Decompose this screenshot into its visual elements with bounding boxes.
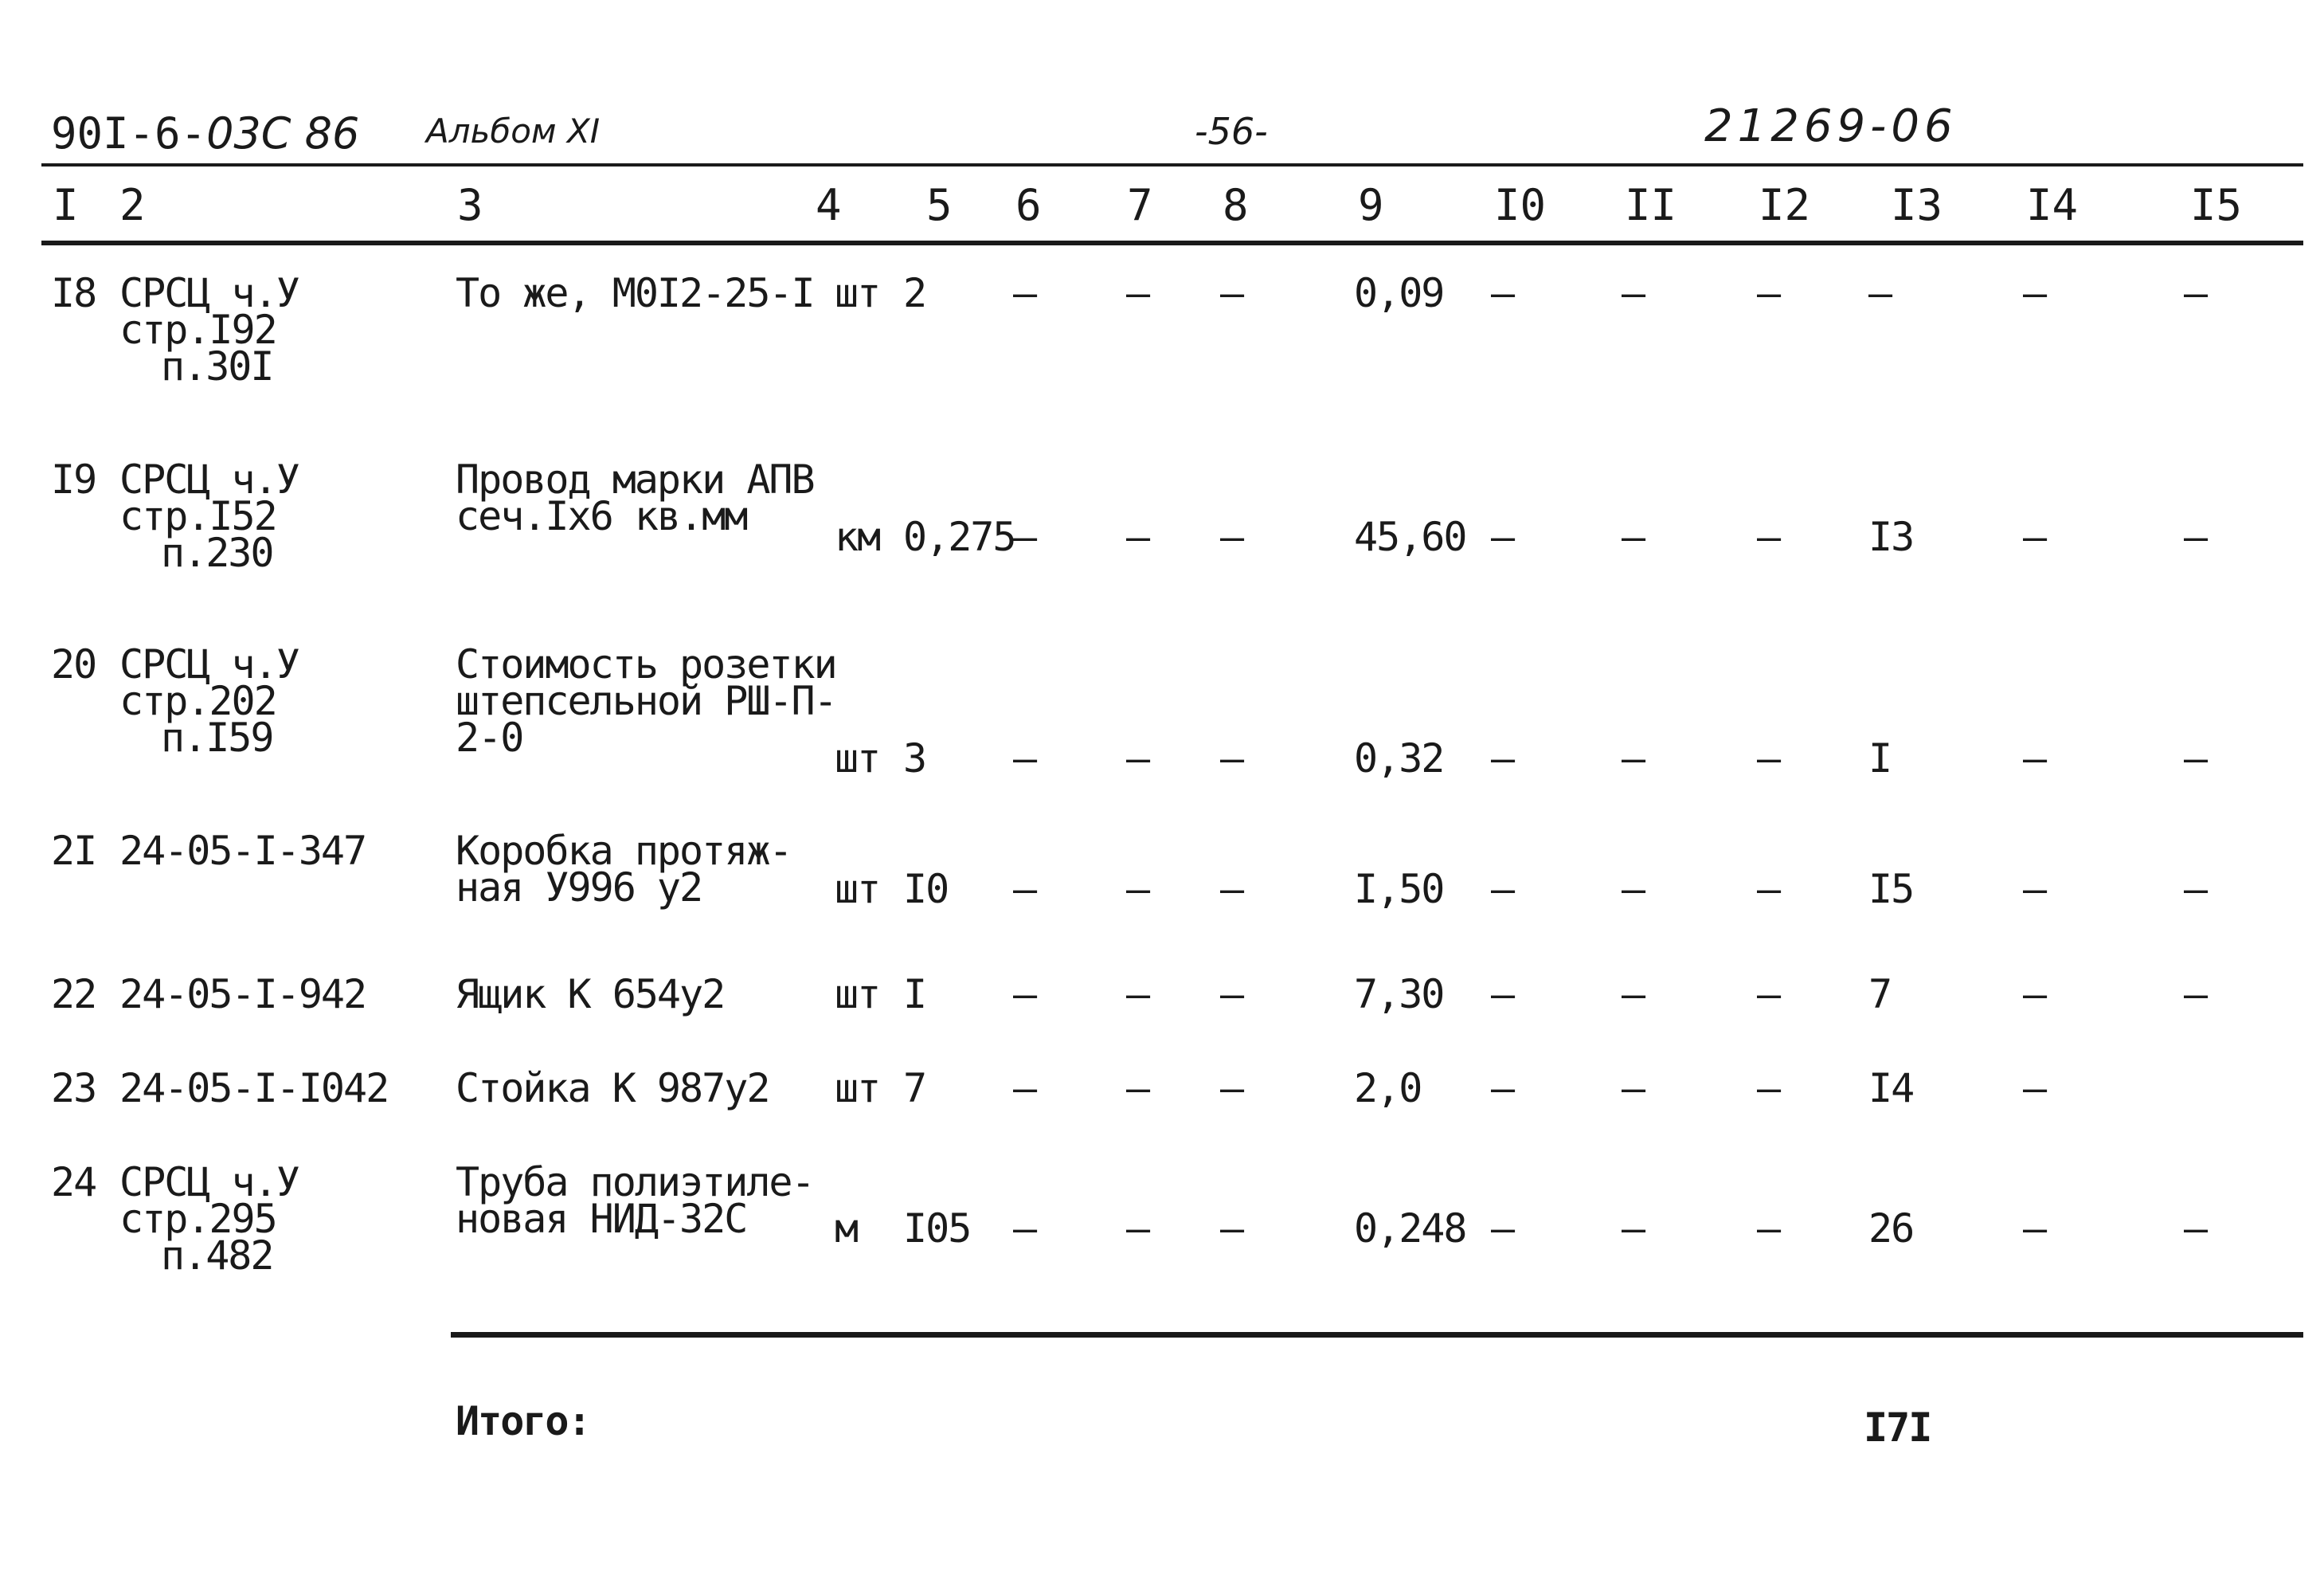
row-cell-c7: – <box>1126 971 1149 1017</box>
row-cell-qty: 0,275 <box>903 514 1015 560</box>
row-cell-c7: – <box>1126 866 1149 912</box>
page-number: -56- <box>1195 110 1268 153</box>
row-cell-c12: – <box>1757 735 1780 782</box>
row-number: 23 <box>51 1065 96 1111</box>
row-name: штепсельной РШ-П- <box>456 678 836 724</box>
row-cell-unit: км <box>835 514 880 560</box>
row-cell-c14: – <box>2023 514 2046 560</box>
row-reference: 24-05-I-347 <box>119 828 366 874</box>
col-header: I5 <box>2190 180 2243 230</box>
row-number: 2I <box>51 828 96 874</box>
row-reference: СРСЦ ч.У <box>119 456 299 503</box>
row-reference: п.30I <box>161 343 273 390</box>
row-cell-unit: шт <box>835 270 880 316</box>
row-cell-qty: I <box>903 971 926 1017</box>
row-cell-c15: – <box>2184 866 2207 912</box>
row-cell-c6: – <box>1013 971 1036 1017</box>
row-cell-c14: – <box>2023 1065 2046 1111</box>
row-cell-c10: – <box>1491 514 1514 560</box>
row-cell-c7: – <box>1126 735 1149 782</box>
row-cell-c7: – <box>1126 270 1149 316</box>
row-name: новая НИД-32С <box>456 1196 747 1242</box>
row-cell-c11: – <box>1622 735 1645 782</box>
row-cell-c11: – <box>1622 866 1645 912</box>
row-cell-unit: шт <box>835 971 880 1017</box>
row-cell-qty: 2 <box>903 270 926 316</box>
row-cell-c15: – <box>2184 1205 2207 1252</box>
row-cell-c15: – <box>2184 971 2207 1017</box>
row-reference: 24-05-I-I042 <box>119 1065 389 1111</box>
col-header: 2 <box>119 180 146 230</box>
row-reference: п.230 <box>161 530 273 576</box>
col-header: 9 <box>1358 180 1384 230</box>
row-cell-c8: – <box>1220 270 1243 316</box>
row-reference: СРСЦ ч.У <box>119 1159 299 1205</box>
col-header: I2 <box>1759 180 1811 230</box>
row-cell-c10: – <box>1491 735 1514 782</box>
row-cell-unit: шт <box>835 735 880 782</box>
row-name: Провод марки АПВ <box>456 456 814 503</box>
row-cell-c7: – <box>1126 514 1149 560</box>
row-cell-c13: I4 <box>1868 1065 1914 1111</box>
row-name: Стойка К 987у2 <box>456 1065 769 1111</box>
col-header: 4 <box>816 180 842 230</box>
row-cell-c9: 2,0 <box>1354 1065 1422 1111</box>
row-cell-c9: 0,09 <box>1354 270 1444 316</box>
col-header: 8 <box>1223 180 1249 230</box>
top-rule <box>41 163 2303 167</box>
row-cell-c7: – <box>1126 1065 1149 1111</box>
row-cell-unit: шт <box>835 1065 880 1111</box>
row-cell-c9: 45,60 <box>1354 514 1466 560</box>
doc-code-printed: 90I-6- <box>51 108 207 159</box>
row-cell-c14: – <box>2023 971 2046 1017</box>
row-cell-c10: – <box>1491 1205 1514 1252</box>
row-name: 2-0 <box>456 715 523 761</box>
row-cell-qty: I05 <box>903 1205 971 1252</box>
row-name: То же, М0I2-25-I <box>456 270 814 316</box>
row-cell-c10: – <box>1491 1065 1514 1111</box>
row-cell-c6: – <box>1013 514 1036 560</box>
row-cell-c11: – <box>1622 971 1645 1017</box>
row-cell-c12: – <box>1757 971 1780 1017</box>
row-cell-c13: 7 <box>1868 971 1892 1017</box>
row-name: Коробка протяж- <box>456 828 792 874</box>
row-number: I8 <box>51 270 96 316</box>
row-number: 22 <box>51 971 96 1017</box>
col-header: I4 <box>2026 180 2079 230</box>
row-cell-c7: – <box>1126 1205 1149 1252</box>
col-header: I0 <box>1494 180 1547 230</box>
col-header: 3 <box>457 180 483 230</box>
row-cell-c11: – <box>1622 1205 1645 1252</box>
row-reference: 24-05-I-942 <box>119 971 366 1017</box>
row-cell-qty: 3 <box>903 735 926 782</box>
row-cell-c14: – <box>2023 270 2046 316</box>
total-label: Итого: <box>456 1398 590 1444</box>
row-cell-c13: I5 <box>1868 866 1914 912</box>
row-cell-c13: – <box>1868 270 1892 316</box>
row-cell-c10: – <box>1491 971 1514 1017</box>
row-cell-c8: – <box>1220 735 1243 782</box>
header-rule <box>41 241 2303 245</box>
row-cell-c13: 26 <box>1868 1205 1914 1252</box>
row-cell-c8: – <box>1220 866 1243 912</box>
row-cell-c12: – <box>1757 1205 1780 1252</box>
col-header: II <box>1625 180 1677 230</box>
row-cell-c8: – <box>1220 971 1243 1017</box>
row-cell-c14: – <box>2023 866 2046 912</box>
row-cell-c6: – <box>1013 270 1036 316</box>
row-cell-c9: 0,32 <box>1354 735 1444 782</box>
row-cell-c9: 7,30 <box>1354 971 1444 1017</box>
row-cell-c13: I <box>1868 735 1892 782</box>
row-number: 24 <box>51 1159 96 1205</box>
row-cell-c14: – <box>2023 735 2046 782</box>
row-cell-c13: I3 <box>1868 514 1914 560</box>
row-cell-c9: 0,248 <box>1354 1205 1466 1252</box>
project-number: 21269-06 <box>1704 100 1958 152</box>
row-cell-c6: – <box>1013 1205 1036 1252</box>
row-cell-c15: – <box>2184 270 2207 316</box>
row-reference: стр.I52 <box>119 493 276 539</box>
row-cell-c11: – <box>1622 1065 1645 1111</box>
row-cell-c6: – <box>1013 866 1036 912</box>
row-cell-c8: – <box>1220 1065 1243 1111</box>
row-name: Труба полиэтиле- <box>456 1159 814 1205</box>
row-cell-qty: 7 <box>903 1065 926 1111</box>
row-cell-c8: – <box>1220 514 1243 560</box>
row-cell-unit: м <box>835 1205 858 1252</box>
row-cell-c8: – <box>1220 1205 1243 1252</box>
col-header: 5 <box>926 180 953 230</box>
row-cell-c6: – <box>1013 1065 1036 1111</box>
row-cell-c12: – <box>1757 514 1780 560</box>
doc-code-handwritten: 03С 86 <box>206 108 360 159</box>
total-value: I7I <box>1864 1404 1931 1451</box>
row-name: ная У996 у2 <box>456 864 702 911</box>
row-cell-c10: – <box>1491 270 1514 316</box>
row-reference: стр.I92 <box>119 307 276 353</box>
row-reference: стр.202 <box>119 678 276 724</box>
row-number: I9 <box>51 456 96 503</box>
row-reference: стр.295 <box>119 1196 276 1242</box>
row-cell-c10: – <box>1491 866 1514 912</box>
row-number: 20 <box>51 641 96 688</box>
col-header: I3 <box>1891 180 1943 230</box>
row-reference: п.I59 <box>161 715 273 761</box>
row-reference: СРСЦ ч.У <box>119 270 299 316</box>
row-cell-c11: – <box>1622 270 1645 316</box>
album-label: Альбом XI <box>426 112 601 151</box>
doc-code <box>51 108 359 159</box>
row-cell-c12: – <box>1757 1065 1780 1111</box>
row-cell-c12: – <box>1757 866 1780 912</box>
row-cell-qty: I0 <box>903 866 949 912</box>
bottom-rule <box>451 1332 2303 1338</box>
row-cell-c6: – <box>1013 735 1036 782</box>
col-header: 6 <box>1015 180 1042 230</box>
row-name: Стоимость розетки <box>456 641 836 688</box>
row-cell-c15: – <box>2184 514 2207 560</box>
row-cell-c12: – <box>1757 270 1780 316</box>
row-reference: п.482 <box>161 1232 273 1279</box>
row-name: сеч.Iх6 кв.мм <box>456 493 747 539</box>
col-header: I <box>53 180 79 230</box>
col-header: 7 <box>1127 180 1153 230</box>
row-cell-unit: шт <box>835 866 880 912</box>
row-cell-c14: – <box>2023 1205 2046 1252</box>
row-cell-c15: – <box>2184 735 2207 782</box>
row-name: Ящик К 654у2 <box>456 971 725 1017</box>
row-cell-c11: – <box>1622 514 1645 560</box>
row-cell-c9: I,50 <box>1354 866 1444 912</box>
row-reference: СРСЦ ч.У <box>119 641 299 688</box>
